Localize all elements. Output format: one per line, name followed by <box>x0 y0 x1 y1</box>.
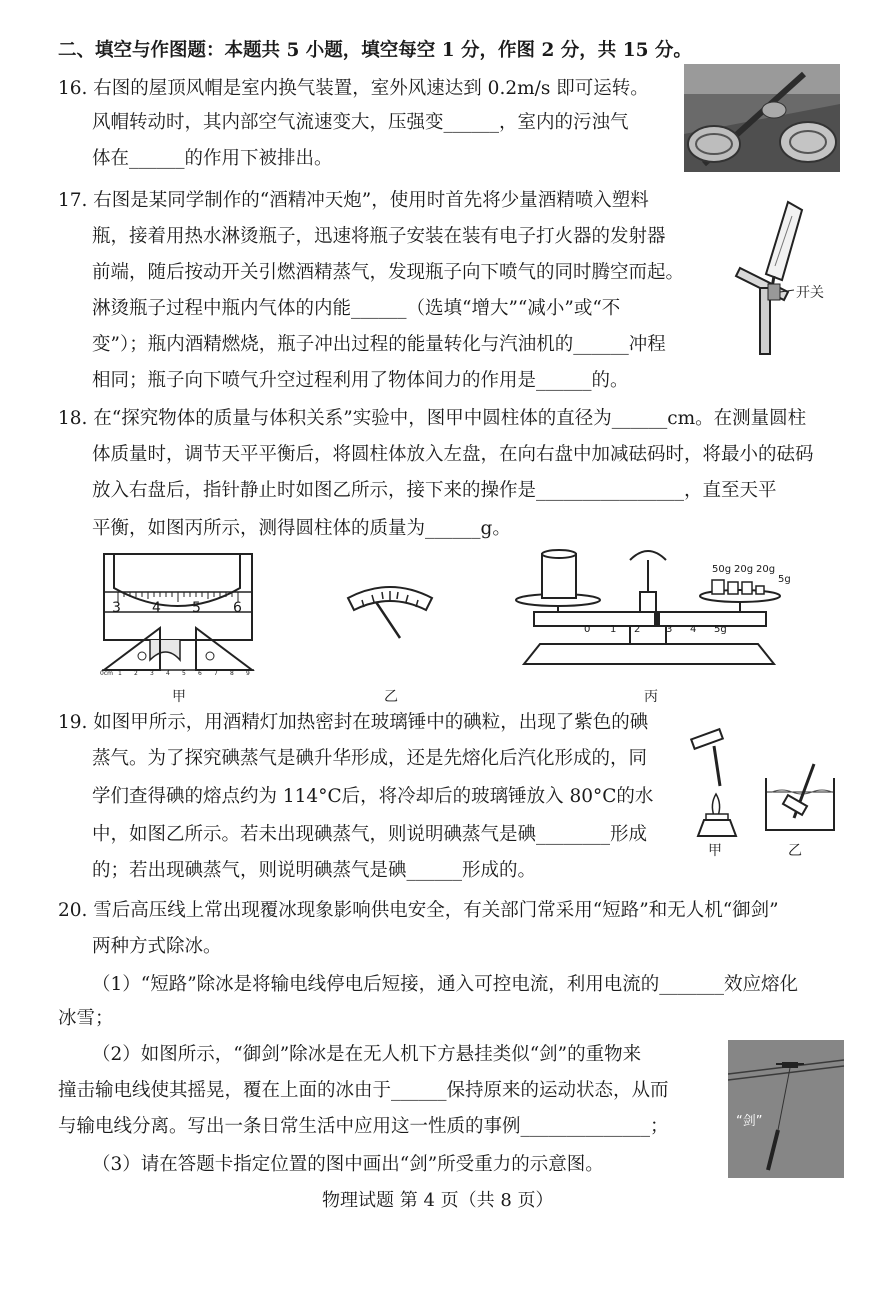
fig-jia-label: 甲 <box>172 689 186 705</box>
q20-line6: 撞击输电线使其摇晃，覆在上面的冰由于______保持原来的运动状态，从而 <box>58 1080 669 1101</box>
beam-tick: 5g <box>714 624 727 635</box>
q18-line1: 18. 在“探究物体的质量与体积关系”实验中，图甲中圆柱体的直径为______cm。在测量圆柱 <box>58 408 807 429</box>
fig19-yi-label: 乙 <box>788 843 802 859</box>
small-ruler-tick: 5 <box>182 670 186 677</box>
q20-line5: （2）如图所示，“御剑”除冰是在无人机下方悬挂类似“剑”的重物来 <box>92 1044 642 1065</box>
balance-figure <box>514 540 784 672</box>
q16-line3: 体在______的作用下被排出。 <box>92 148 333 169</box>
ruler-tick: 4 <box>152 600 161 616</box>
small-ruler-tick: 7 <box>214 670 218 677</box>
fig19-jia-label: 甲 <box>708 843 722 859</box>
q17-line6: 相同；瓶子向下喷气升空过程利用了物体间力的作用是______的。 <box>92 370 629 391</box>
q20-line1: 20. 雪后高压线上常出现覆冰现象影响供电安全，有关部门常采用“短路”和无人机“御剑” <box>58 900 779 921</box>
q16-line1: 16. 右图的屋顶风帽是室内换气装置，室外风速达到 0.2m/s 即可运转。 <box>58 78 649 99</box>
small-ruler-tick: 8 <box>230 670 234 677</box>
q20-line3: （1）“短路”除冰是将输电线停电后短接，通入可控电流，利用电流的_______效应熔化 <box>92 974 798 995</box>
ruler-tick: 6 <box>233 600 242 616</box>
section-title: 二、填空与作图题：本题共 5 小题，填空每空 1 分，作图 2 分，共 15 分。 <box>58 40 692 61</box>
roof-ventilator-photo <box>684 64 840 172</box>
q17-line5: 变”）；瓶内酒精燃烧，瓶子冲出过程的能量转化与汽油机的______冲程 <box>92 334 666 355</box>
ruler-tick: 5 <box>192 600 201 616</box>
small-ruler-tick: 1 <box>118 670 122 677</box>
q18-line4: 平衡，如图丙所示，测得圆柱体的质量为______g。 <box>92 518 511 539</box>
ruler-tick: 3 <box>112 600 121 616</box>
q19-line3: 学们查得碘的熔点约为 114°C后，将冷却后的玻璃锤放入 80°C的水 <box>92 786 654 807</box>
caliper-figure <box>100 552 256 680</box>
balance-pointer-figure <box>340 580 440 642</box>
q20-line7: 与输电线分离。写出一条日常生活中应用这一性质的事例______________； <box>58 1116 669 1137</box>
fig-bing-label: 丙 <box>644 689 658 705</box>
q19-line1: 19. 如图甲所示，用酒精灯加热密封在玻璃锤中的碘粒，出现了紫色的碘 <box>58 712 649 733</box>
small-ruler-tick: 4 <box>166 670 170 677</box>
iodine-heating-figure <box>684 716 744 838</box>
q17-line4: 淋烫瓶子过程中瓶内气体的内能______（选填“增大”“减小”或“不 <box>92 298 621 319</box>
q17-line1: 17. 右图是某同学制作的“酒精冲天炮”，使用时首先将少量酒精喷入塑料 <box>58 190 649 211</box>
q17-line3: 前端，随后按动开关引燃酒精蒸气，发现瓶子向下喷气的同时腾空而起。 <box>92 262 685 283</box>
sword-label: “剑” <box>736 1114 763 1129</box>
q19-line5: 的；若出现碘蒸气，则说明碘蒸气是碘______形成的。 <box>92 860 537 881</box>
q20-line2: 两种方式除冰。 <box>92 936 222 957</box>
q17-line2: 瓶，接着用热水淋烫瓶子，迅速将瓶子安装在装有电子打火器的发射器 <box>92 226 666 247</box>
beam-tick: 2 <box>634 624 641 635</box>
beam-tick: 0 <box>584 624 591 635</box>
weight-label: 5g <box>778 574 791 585</box>
q19-line2: 蒸气。为了探究碘蒸气是碘升华形成，还是先熔化后汽化形成的，同 <box>92 748 648 769</box>
alcohol-cannon-figure <box>730 196 842 360</box>
small-ruler-tick: 9 <box>246 670 250 677</box>
small-ruler-tick: 6 <box>198 670 202 677</box>
weight-label: 20g <box>734 564 754 575</box>
weight-label: 50g <box>712 564 732 575</box>
q20-line8: （3）请在答题卡指定位置的图中画出“剑”所受重力的示意图。 <box>92 1154 604 1175</box>
q16-line2: 风帽转动时，其内部空气流速变大，压强变______，室内的污浊气 <box>92 112 629 133</box>
beam-tick: 3 <box>666 624 673 635</box>
drone-sword-photo <box>728 1040 844 1178</box>
beam-tick: 4 <box>690 624 697 635</box>
page-footer: 物理试题 第 4 页（共 8 页） <box>322 1190 554 1211</box>
beam-tick: 1 <box>610 624 617 635</box>
small-ruler-tick: 3 <box>150 670 154 677</box>
small-ruler-tick: 2 <box>134 670 138 677</box>
q18-line2: 体质量时，调节天平平衡后，将圆柱体放入左盘，在向右盘中加减砝码时，将最小的砝码 <box>92 444 814 465</box>
small-ruler-tick: 0cm <box>100 670 113 677</box>
fig-yi-label: 乙 <box>384 689 398 705</box>
iodine-water-figure <box>762 762 838 834</box>
q20-line4: 冰雪； <box>58 1008 114 1029</box>
switch-label: 开关 <box>796 285 824 301</box>
q19-line4: 中，如图乙所示。若未出现碘蒸气，则说明碘蒸气是碘________形成 <box>92 824 648 845</box>
weight-label: 20g <box>756 564 776 575</box>
q18-line3: 放入右盘后，指针静止时如图乙所示，接下来的操作是________________，直至天平 <box>92 480 777 501</box>
